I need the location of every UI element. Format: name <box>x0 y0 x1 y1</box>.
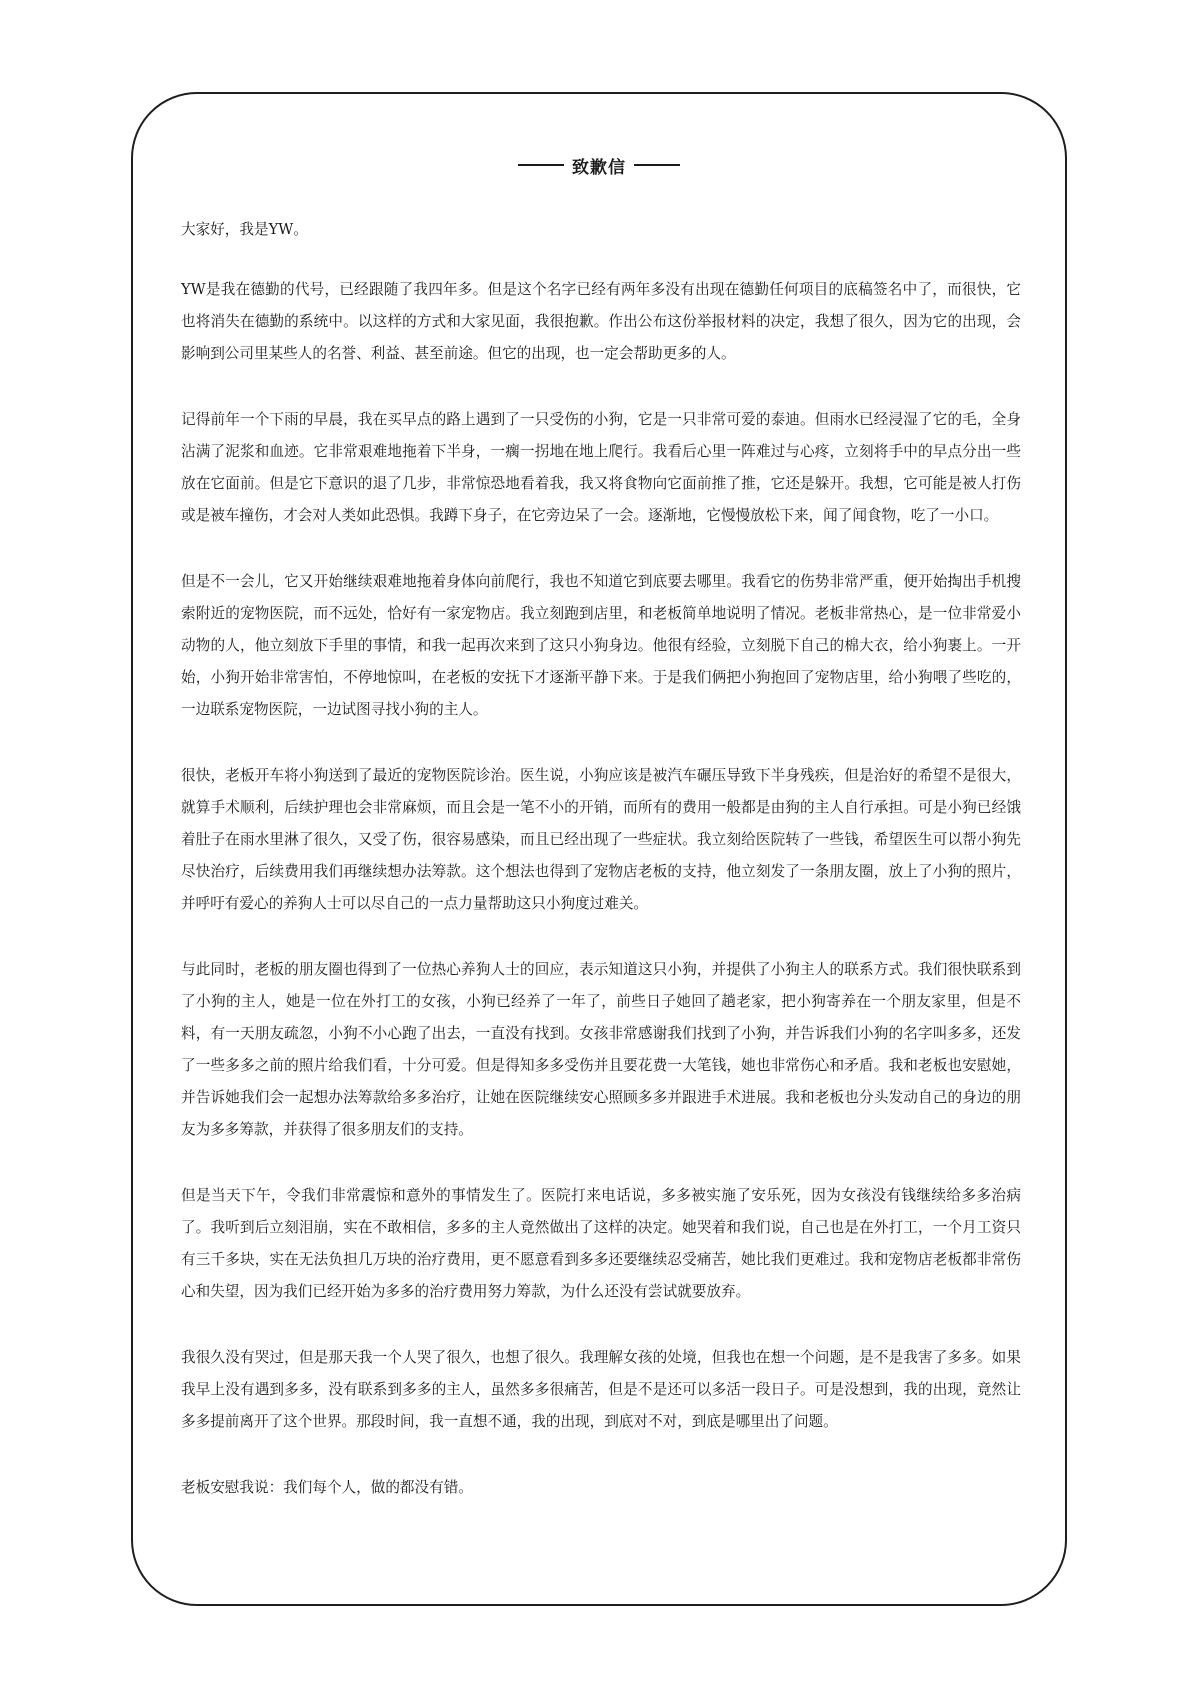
paragraph: 但是不一会儿，它又开始继续艰难地拖着身体向前爬行，我也不知道它到底要去哪里。我看它的伤势非常严重，便开始掏出手机搜索附近的宠物医院，而不远处，恰好有一家宠物店。我立刻跑到店里，和老板简单地说明了情况。老板非常热心，是一位非常爱小动物的人，他立刻放下手里的事情，和我一起再次来到了这只小狗身边。他很有经验，立刻脱下自己的棉大衣，给小狗裹上。一开始，小狗开始非常害怕，不停地惊叫，在老板的安抚下才逐渐平静下来。于是我们俩把小狗抱回了宠物店里，给小狗喂了些吃的，一边联系宠物医院，一边试图寻找小狗的主人。 <box>181 573 1021 718</box>
paragraph: 记得前年一个下雨的早晨，我在买早点的路上遇到了一只受伤的小狗，它是一只非常可爱的泰迪。但雨水已经浸湿了它的毛，全身沾满了泥浆和血迹。它非常艰难地拖着下半身，一瘸一拐地在地上爬行。我看后心里一阵难过与心疼，立刻将手中的早点分出一些放在它面前。但是它下意识的退了几步，非常惊恐地看着我，我又将食物向它面前推了推，它还是躲开。我想，它可能是被人打伤或是被车撞伤，才会对人类如此恐惧。我蹲下身子，在它旁边呆了一会。逐渐地，它慢慢放松下来，闻了闻食物，吃了一小口。 <box>181 411 1021 524</box>
title-row <box>131 150 1067 180</box>
title-right-rule <box>634 164 680 166</box>
paragraph: 但是当天下午，令我们非常震惊和意外的事情发生了。医院打来电话说，多多被实施了安乐死，因为女孩没有钱继续给多多治病了。我听到后立刻泪崩，实在不敢相信，多多的主人竟然做出了这样的决定。她哭着和我们说，自己也是在外打工，一个月工资只有三千多块，实在无法负担几万块的治疗费用，更不愿意看到多多还要继续忍受痛苦，她比我们更难过。我和宠物店老板都非常伤心和失望，因为我们已经开始为多多的治疗费用努力筹款，为什么还没有尝试就要放弃。 <box>181 1187 1021 1300</box>
page-title: 致歉信 <box>572 157 626 178</box>
paragraph: 我很久没有哭过，但是那天我一个人哭了很久，也想了很久。我理解女孩的处境，但我也在想一个问题，是不是我害了多多。如果我早上没有遇到多多，没有联系到多多的主人，虽然多多很痛苦，但是不是还可以多活一段日子。可是没想到，我的出现，竟然让多多提前离开了这个世界。那段时间，我一直想不通，我的出现，到底对不对，到底是哪里出了问题。 <box>181 1349 1021 1430</box>
paragraph: 很快，老板开车将小狗送到了最近的宠物医院诊治。医生说，小狗应该是被汽车碾压导致下半身残疾，但是治好的希望不是很大，就算手术顺利，后续护理也会非常麻烦，而且会是一笔不小的开销，而所有的费用一般都是由狗的主人自行承担。可是小狗已经饿着肚子在雨水里淋了很久，又受了伤，很容易感染，而且已经出现了一些症状。我立刻给医院转了一些钱，希望医生可以帮小狗先尽快治疗，后续费用我们再继续想办法筹款。这个想法也得到了宠物店老板的支持，他立刻发了一条朋友圈，放上了小狗的照片，并呼吁有爱心的养狗人士可以尽自己的一点力量帮助这只小狗度过难关。 <box>181 767 1021 912</box>
paragraph-closing: 老板安慰我说：我们每个人，做的都没有错。 <box>181 1479 473 1496</box>
letter-body <box>181 214 1021 1538</box>
paragraph: YW是我在德勤的代号，已经跟随了我四年多。但是这个名字已经有两年多没有出现在德勤任何项目的底稿签名中了，而很快，它也将消失在德勤的系统中。以这样的方式和大家见面，我很抱歉。作出公布这份举报材料的决定，我想了很久，因为它的出现，会影响到公司里某些人的名誉、利益、甚至前途。但它的出现，也一定会帮助更多的人。 <box>181 281 1021 362</box>
title-left-rule <box>518 164 564 166</box>
paragraph-greeting: 大家好，我是YW。 <box>181 221 308 238</box>
paragraph: 与此同时，老板的朋友圈也得到了一位热心养狗人士的回应，表示知道这只小狗，并提供了小狗主人的联系方式。我们很快联系到了小狗的主人，她是一位在外打工的女孩，小狗已经养了一年了，前些日子她回了趟老家，把小狗寄养在一个朋友家里，但是不料，有一天朋友疏忽，小狗不小心跑了出去，一直没有找到。女孩非常感谢我们找到了小狗，并告诉我们小狗的名字叫多多，还发了一些多多之前的照片给我们看，十分可爱。但是得知多多受伤并且要花费一大笔钱，她也非常伤心和矛盾。我和老板也安慰她，并告诉她我们会一起想办法筹款给多多治疗，让她在医院继续安心照顾多多并跟进手术进展。我和老板也分头发动自己的身边的朋友为多多筹款，并获得了很多朋友们的支持。 <box>181 961 1021 1138</box>
